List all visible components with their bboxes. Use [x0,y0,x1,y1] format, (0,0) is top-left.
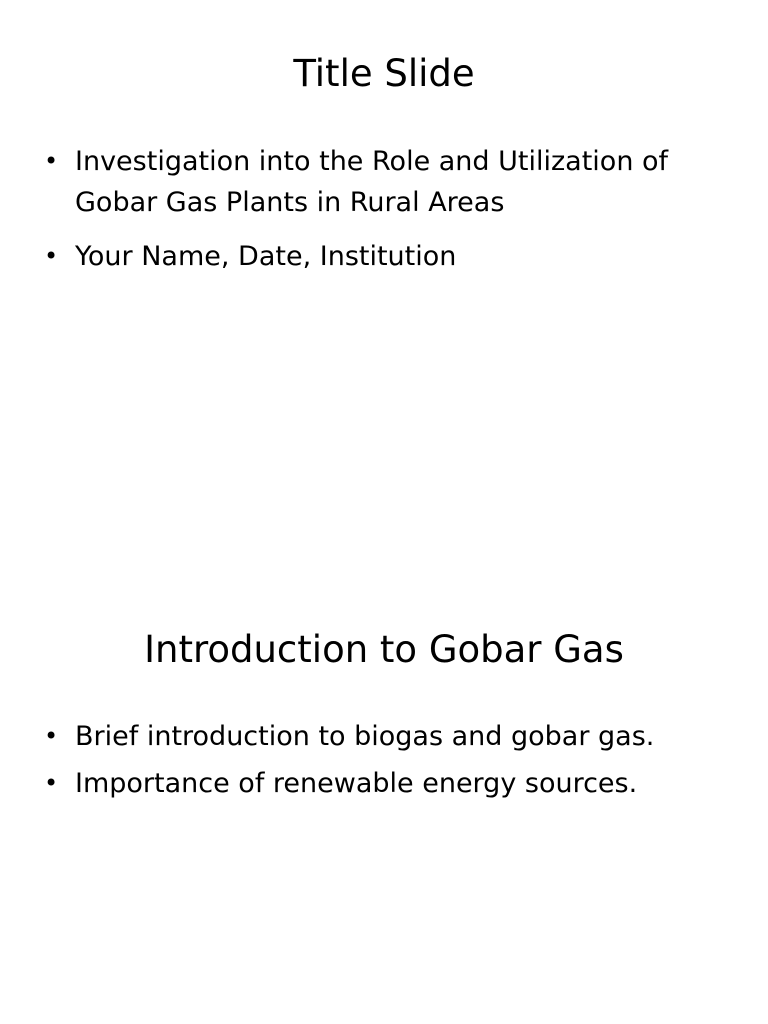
bullet-list [40,716,720,804]
bullet-icon: • [44,722,59,750]
slide-2 [0,576,768,1024]
slide-title: Introduction to Gobar Gas [144,628,624,671]
list-item [40,236,720,277]
bullet-text: Importance of renewable energy sources. [75,768,638,799]
bullet-text: Brief introduction to biogas and gobar gas. [75,721,655,752]
bullet-icon: • [44,242,59,270]
bullet-text: Investigation into the Role and Utilization of Gobar Gas Plants in Rural Areas [75,146,669,218]
list-item [40,763,720,804]
bullet-icon: • [44,147,59,175]
bullet-list [40,141,720,277]
bullet-text: Your Name, Date, Institution [75,241,457,272]
bullet-icon: • [44,769,59,797]
list-item [40,716,720,757]
slide-title: Title Slide [293,52,475,95]
list-item [40,141,720,223]
